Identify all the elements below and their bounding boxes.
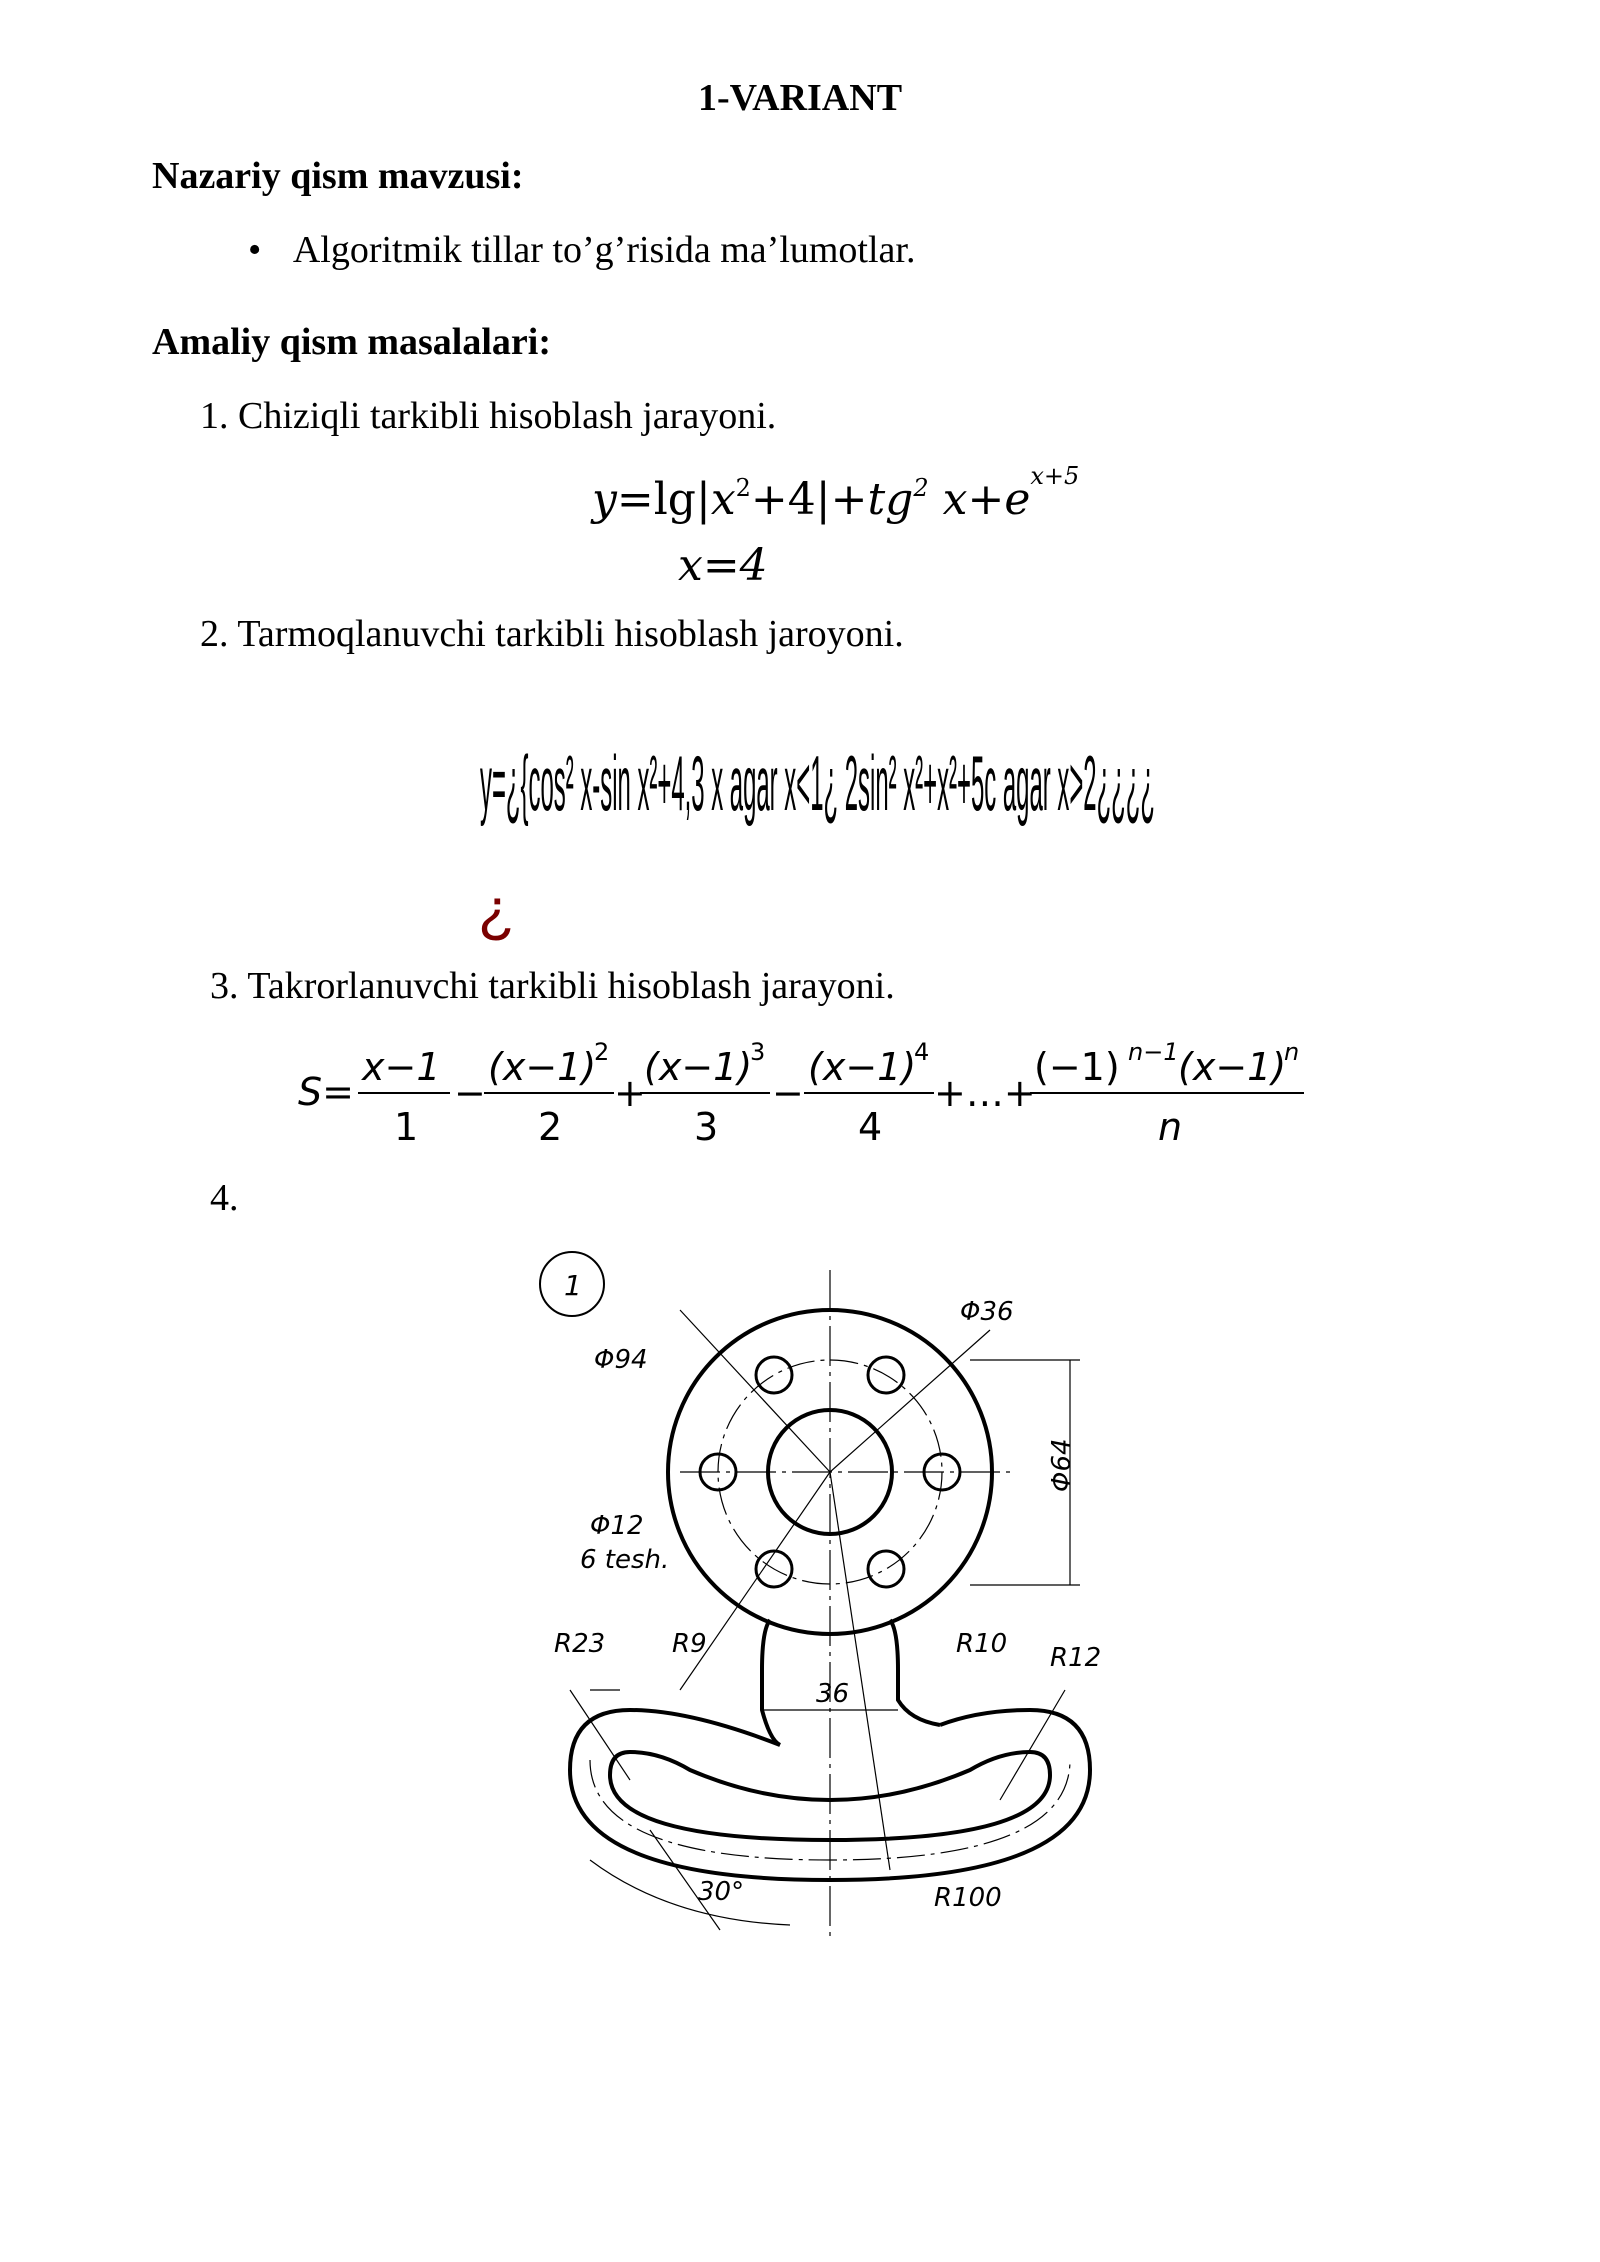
formula-3	[290, 1030, 1310, 1160]
f1-e: e	[1004, 474, 1031, 525]
f3-t5-exp1: n−1	[1128, 1038, 1179, 1066]
f1-plus4: +4	[750, 474, 816, 525]
badge-label: 1	[564, 1269, 582, 1302]
f3-t4-exp: 4	[914, 1038, 930, 1066]
f1-tg: tg	[867, 474, 914, 525]
dim-r100: R100	[934, 1883, 1002, 1913]
f3-t3-num: (x−1)	[644, 1045, 753, 1089]
f3-t5-mid: (x−1)	[1178, 1045, 1287, 1089]
f3-t2-exp: 2	[594, 1038, 610, 1066]
f1-eq: =	[616, 474, 654, 525]
f1-eexp: x+5	[1030, 462, 1080, 491]
task-1-label: 1. Chiziqli tarkibli hisoblash jarayoni.	[200, 395, 777, 437]
formula-1: $y=\lg|x^2+4|+tg^2$ $x+e^{x+5}$	[592, 462, 1080, 525]
dim-d36: Φ36	[960, 1297, 1014, 1327]
dim-36: 36	[816, 1679, 850, 1709]
formula-2-extra: ¿	[478, 876, 515, 943]
f3-t4-den: 4	[858, 1105, 883, 1149]
f3-dots: +…+	[934, 1071, 1036, 1115]
f1-tgexp: 2	[913, 474, 929, 503]
task-3-label: 3. Takrorlanuvchi tarkibli hisoblash jarayoni.	[210, 965, 895, 1007]
f1-y: y	[592, 474, 617, 525]
f1-plus: +	[967, 474, 1005, 525]
svg-text:−: −	[772, 1071, 804, 1115]
f3-t1-num: x−1	[362, 1045, 441, 1089]
theory-bullet-item	[248, 228, 915, 272]
f1-exp: 2	[735, 474, 751, 503]
theory-item-text: Algoritmik tillar to’g’risida ma’lumotlar.	[292, 229, 916, 271]
dim-d64: Φ64	[1047, 1438, 1077, 1492]
page-title: 1-VARIANT	[697, 77, 903, 119]
dim-r10: R10	[956, 1629, 1008, 1659]
dim-r12: R12	[1050, 1643, 1102, 1673]
formula-2-text: y=¿{cos² x-sin x²+4,3 x agar x<1¿ 2sin² x²+x²+5c agar x>2¿¿¿¿	[480, 739, 1155, 827]
f1-lg: lg	[653, 474, 696, 525]
dim-d94: Φ94	[594, 1345, 648, 1375]
f1-x: x	[710, 474, 736, 525]
dim-r23: R23	[554, 1629, 606, 1659]
dim-d12: Φ12	[590, 1511, 644, 1541]
f3-t5-exp2: n	[1284, 1038, 1300, 1066]
f3-t2-num: (x−1)	[488, 1045, 597, 1089]
practice-heading: Amaliy qism masalalari:	[152, 321, 551, 363]
svg-text:−: −	[454, 1071, 486, 1115]
task-2-label: 2. Tarmoqlanuvchi tarkibli hisoblash jaroyoni.	[200, 613, 904, 655]
formula-1-line2: x=4	[678, 540, 768, 591]
technical-drawing	[530, 1240, 1110, 1940]
f3-t5-num: (−1)	[1034, 1045, 1120, 1089]
f3-t1-den: 1	[394, 1105, 419, 1149]
theory-heading: Nazariy qism mavzusi:	[152, 155, 524, 197]
dim-angle: 30°	[698, 1877, 745, 1907]
f3-t3-den: 3	[694, 1105, 719, 1149]
f1-x2: x	[942, 474, 968, 525]
f3-t2-den: 2	[538, 1105, 563, 1149]
svg-text:+: +	[614, 1071, 646, 1115]
dim-holes: 6 tesh.	[580, 1545, 670, 1575]
f3-t4-num: (x−1)	[808, 1045, 917, 1089]
bullet-icon: •	[248, 229, 262, 271]
formula-2	[470, 690, 1170, 950]
f3-t3-exp: 3	[750, 1038, 766, 1066]
task-4-label: 4.	[210, 1177, 239, 1219]
f3-t5-den: n	[1158, 1105, 1183, 1149]
dim-r9: R9	[672, 1629, 707, 1659]
f3-lhs: S=	[298, 1070, 354, 1114]
